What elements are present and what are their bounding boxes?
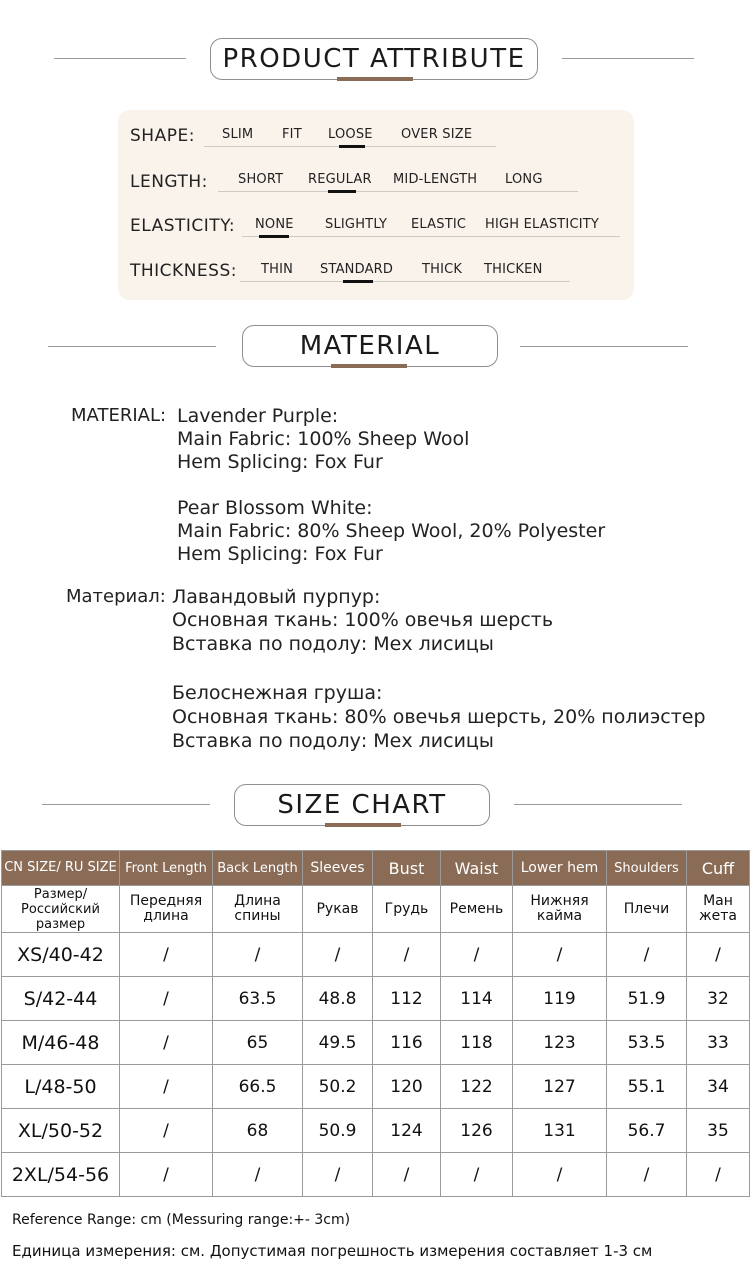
material-line-ru: Вставка по подолу: Мех лисицы [172,730,494,752]
material-label-ru: Материал: [66,586,166,607]
value-cell: / [120,1153,213,1197]
value-cell: / [120,1109,213,1153]
header-cell: Sleeves [303,851,373,886]
size-cell: XL/50-52 [2,1109,120,1153]
table-row [2,1065,750,1109]
attr-option: SLIGHTLY [325,217,388,232]
value-cell: 124 [373,1109,441,1153]
header-accent-bar [331,364,407,368]
value-cell: 123 [513,1021,607,1065]
header-divider-right [514,804,682,805]
header-divider-right [520,346,688,347]
attr-underline [218,191,578,192]
size-cell: M/46-48 [2,1021,120,1065]
size-cell: L/48-50 [2,1065,120,1109]
table-row [2,1021,750,1065]
value-cell: / [213,933,303,977]
material-line-ru: Основная ткань: 80% овечья шерсть, 20% полиэстер [172,706,706,728]
value-cell: / [120,933,213,977]
product-attribute-title: PRODUCT ATTRIBUTE [222,44,526,74]
header-cell-ru: Плечи [607,886,687,933]
header-cell: Front Length [120,851,213,886]
header-divider-right [562,58,694,59]
attr-option: SHORT [238,172,284,187]
value-cell: 126 [441,1109,513,1153]
value-cell: 56.7 [607,1109,687,1153]
value-cell: / [607,1153,687,1197]
value-cell: / [120,977,213,1021]
size-cell: 2XL/54-56 [2,1153,120,1197]
header-cell: Shoulders [607,851,687,886]
attr-underline [240,281,570,282]
material-title-box [242,325,498,367]
size-chart-title-box [234,784,490,826]
value-cell: / [441,1153,513,1197]
size-cell: S/42-44 [2,977,120,1021]
value-cell: 66.5 [213,1065,303,1109]
value-cell: 50.9 [303,1109,373,1153]
header-cell-ru: Грудь [373,886,441,933]
attr-selected-mark [339,145,365,148]
attr-option: MID-LENGTH [393,172,478,187]
value-cell: 55.1 [607,1065,687,1109]
value-cell: 51.9 [607,977,687,1021]
value-cell: 118 [441,1021,513,1065]
value-cell: 48.8 [303,977,373,1021]
attr-selected-mark [259,235,289,238]
size-chart-table [1,850,750,1197]
header-cell-ru: Ман жета [687,886,750,933]
value-cell: 49.5 [303,1021,373,1065]
material-line: Main Fabric: 100% Sheep Wool [177,428,470,450]
attr-label-elasticity: ELASTICITY: [130,216,236,236]
attr-label-thickness: THICKNESS: [130,261,237,281]
value-cell: / [373,1153,441,1197]
size-cell: XS/40-42 [2,933,120,977]
attr-option: THICK [422,262,463,277]
table-header-row-ru [2,886,750,933]
footnote-ru: Единица измерения: см. Допустимая погрешность измерения составляет 1-3 см [12,1242,653,1260]
attr-row-shape [118,118,634,158]
size-chart-header [0,784,750,830]
attr-option: OVER SIZE [401,127,473,142]
header-cell: Back Length [213,851,303,886]
header-cell-ru: Нижняя кайма [513,886,607,933]
attr-option-selected: NONE [255,217,294,232]
value-cell: / [441,933,513,977]
attr-option: SLIM [222,127,254,142]
material-title: MATERIAL [299,331,441,361]
attr-option: THICKEN [484,262,543,277]
attr-option-selected: REGULAR [308,172,372,187]
material-header [0,325,750,371]
value-cell: / [513,1153,607,1197]
value-cell: 33 [687,1021,750,1065]
value-cell: / [687,933,750,977]
value-cell: 120 [373,1065,441,1109]
size-chart-title: SIZE CHART [277,790,447,820]
attr-selected-mark [328,190,356,193]
attr-label-shape: SHAPE: [130,126,195,146]
footnote-en: Reference Range: cm (Messuring range:+- 3cm) [12,1212,351,1228]
attr-option: FIT [282,127,302,142]
material-line: Main Fabric: 80% Sheep Wool, 20% Polyester [177,520,606,542]
material-line-ru: Основная ткань: 100% овечья шерсть [172,609,554,631]
material-line-ru: Белоснежная груша: [172,682,383,704]
header-divider-left [48,346,216,347]
attribute-panel [118,110,634,300]
material-line: Pear Blossom White: [177,497,373,519]
value-cell: 131 [513,1109,607,1153]
product-attribute-title-box [210,38,538,80]
value-cell: 112 [373,977,441,1021]
value-cell: / [213,1153,303,1197]
attr-row-length [118,164,634,204]
material-line: Hem Splicing: Fox Fur [177,451,383,473]
attr-row-elasticity [118,208,634,248]
attr-option: HIGH ELASTICITY [485,217,600,232]
value-cell: 68 [213,1109,303,1153]
value-cell: 65 [213,1021,303,1065]
attr-selected-mark [343,280,373,283]
header-accent-bar [337,77,413,81]
header-cell-ru: Рукав [303,886,373,933]
material-line-ru: Лавандовый пурпур: [172,586,381,608]
product-attribute-header [0,38,750,84]
table-header-row [2,851,750,886]
header-cell-ru: Размер/ Российский размер [2,886,120,933]
material-label-en: MATERIAL: [71,405,167,426]
value-cell: / [687,1153,750,1197]
value-cell: / [607,933,687,977]
header-accent-bar [325,823,401,827]
value-cell: / [513,933,607,977]
header-cell-ru: Длина спины [213,886,303,933]
value-cell: 63.5 [213,977,303,1021]
table-row [2,1109,750,1153]
value-cell: 119 [513,977,607,1021]
value-cell: / [303,933,373,977]
value-cell: 122 [441,1065,513,1109]
attr-option: THIN [261,262,294,277]
header-cell: Waist [441,851,513,886]
table-row [2,977,750,1021]
value-cell: 127 [513,1065,607,1109]
table-row [2,933,750,977]
value-cell: 53.5 [607,1021,687,1065]
attr-option-selected: LOOSE [328,127,373,142]
value-cell: / [120,1021,213,1065]
value-cell: 34 [687,1065,750,1109]
header-cell: Bust [373,851,441,886]
table-row [2,1153,750,1197]
material-line-ru: Вставка по подолу: Мех лисицы [172,633,494,655]
value-cell: 116 [373,1021,441,1065]
attr-underline [242,236,620,237]
attr-option-selected: STANDARD [320,262,394,277]
attr-row-thickness [118,253,634,293]
header-divider-left [42,804,210,805]
value-cell: / [303,1153,373,1197]
header-cell: Lower hem [513,851,607,886]
header-cell: CN SIZE/ RU SIZE [2,851,120,886]
header-cell-ru: Передняя длина [120,886,213,933]
value-cell: / [120,1065,213,1109]
value-cell: 114 [441,977,513,1021]
value-cell: 35 [687,1109,750,1153]
value-cell: / [373,933,441,977]
value-cell: 50.2 [303,1065,373,1109]
material-line: Lavender Purple: [177,405,339,427]
header-cell: Cuff [687,851,750,886]
attr-option: LONG [505,172,543,187]
attr-option: ELASTIC [411,217,467,232]
attr-label-length: LENGTH: [130,172,208,192]
value-cell: 32 [687,977,750,1021]
header-divider-left [54,58,186,59]
header-cell-ru: Ремень [441,886,513,933]
material-line: Hem Splicing: Fox Fur [177,543,383,565]
